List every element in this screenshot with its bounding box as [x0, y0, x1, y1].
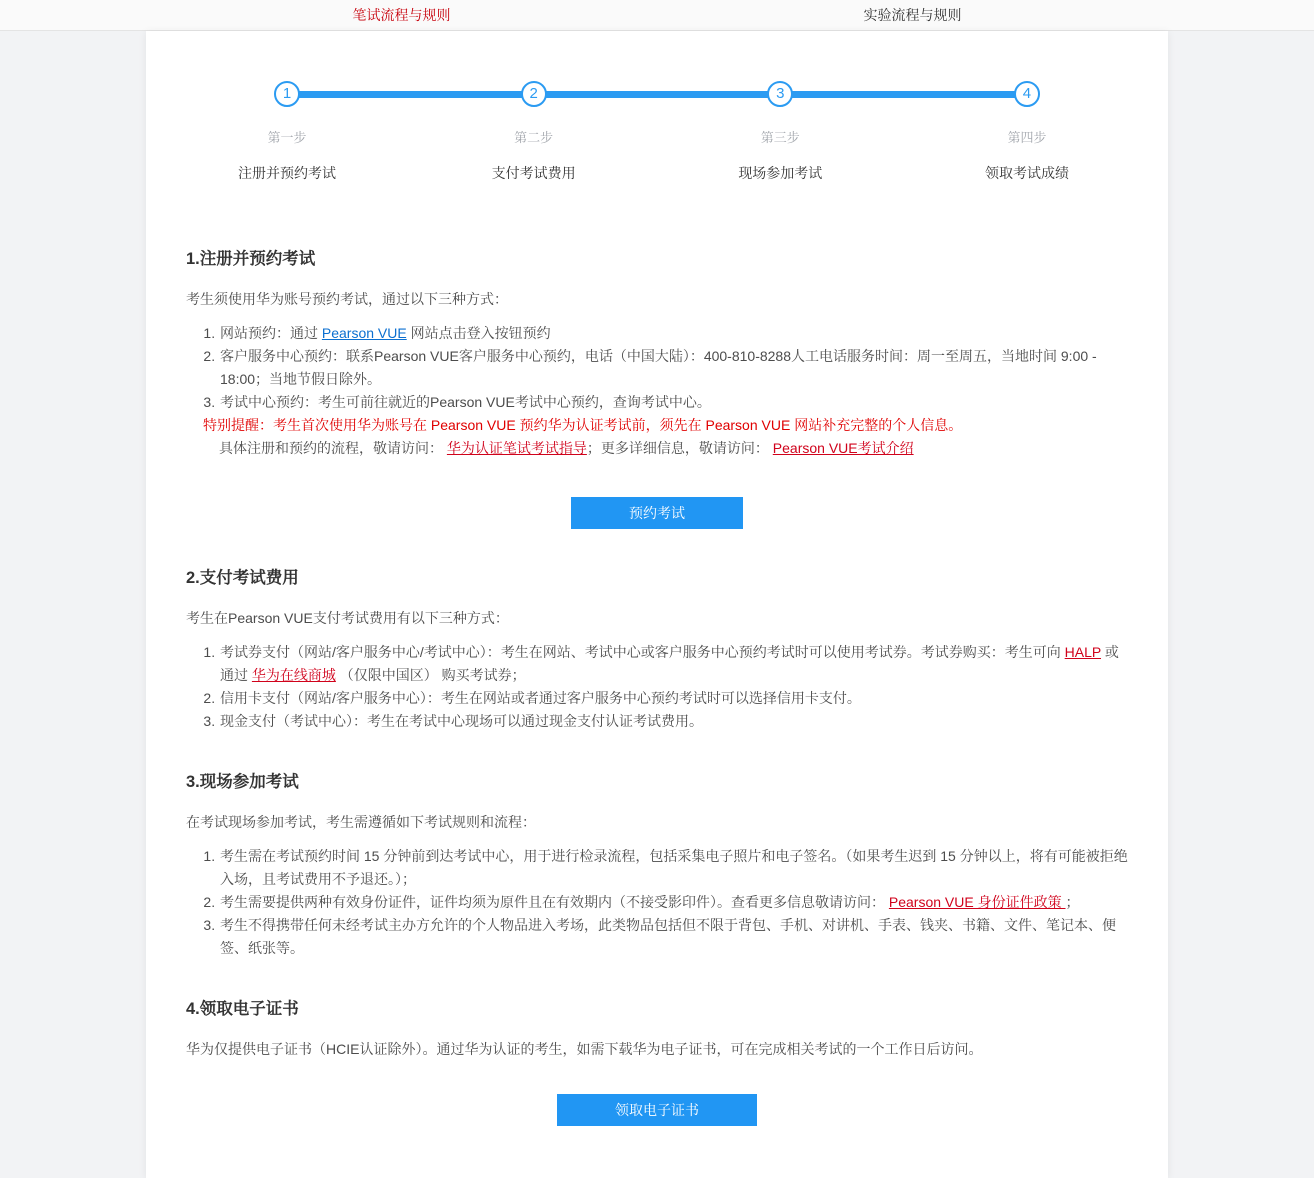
tab-lab-exam-process[interactable]: 实验流程与规则 — [863, 7, 962, 23]
pearson-vue-exam-intro-link[interactable]: Pearson VUE考试介绍 — [772, 440, 914, 456]
text-segment: 考生需要提供两种有效身份证件，证件均须为原件且在有效期内（不接受影印件）。查看更多信息敬请访问： — [220, 894, 889, 910]
process-stepper — [212, 81, 1102, 183]
text-segment: （仅限中国区） 购买考试券； — [335, 667, 526, 683]
section-3-list — [186, 845, 1128, 960]
section-3-item-2 — [219, 891, 1128, 914]
step-1-label: 第一步 — [267, 130, 307, 145]
tab-bar-inner — [146, 0, 1168, 30]
text-segment: 网站预约：通过 — [220, 325, 322, 341]
section-4-heading: 4.领取电子证书 — [186, 1000, 299, 1018]
step-3-circle: 3 — [767, 81, 793, 107]
written-exam-guide-link[interactable]: 华为认证笔试考试指导 — [446, 440, 587, 456]
section-4-body: 华为仅提供电子证书（HCIE认证除外）。通过华为认证的考生，如需下载华为电子证书，可在完成相关考试的一个工作日后访问。 — [186, 1041, 983, 1057]
top-tab-bar — [0, 0, 1314, 31]
main-card — [146, 31, 1168, 1178]
step-4-circle: 4 — [1014, 81, 1040, 107]
section-1-item-3: 3. 考试中心预约：考生可前往就近的Pearson VUE考试中心预约，查询考试中心。 — [219, 391, 1128, 414]
step-2-label: 第二步 — [514, 130, 554, 145]
section-1-item-2: 2. 客户服务中心预约：联系Pearson VUE客户服务中心预约，电话（中国大陆）：400-810-8288人工电话服务时间：周一至周五，当地时间 9:00 - 18:00；当地节假日除外。 — [219, 345, 1128, 391]
section-1-followup — [219, 437, 1128, 460]
section-2-intro: 考生在Pearson VUE支付考试费用有以下三种方式： — [186, 610, 509, 626]
step-4-label: 第四步 — [1007, 130, 1047, 145]
text-segment: 或通过 — [220, 644, 1119, 683]
section-3-heading: 3.现场参加考试 — [186, 773, 299, 791]
step-4 — [952, 81, 1102, 183]
section-1-heading: 1.注册并预约考试 — [186, 250, 316, 268]
pearson-vue-link[interactable]: Pearson VUE — [321, 325, 407, 341]
text-segment: 网站点击登入按钮预约 — [406, 325, 551, 341]
section-2-list — [186, 641, 1128, 733]
section-2-item-1 — [219, 641, 1128, 687]
step-3-title: 现场参加考试 — [738, 165, 823, 181]
halp-link[interactable]: HALP — [1064, 644, 1101, 660]
book-exam-button[interactable]: 预约考试 — [571, 497, 743, 529]
page-content — [146, 245, 1168, 1126]
section-3-intro: 在考试现场参加考试，考生需遵循如下考试规则和流程： — [186, 814, 536, 830]
tab-written-exam-process[interactable]: 笔试流程与规则 — [352, 7, 451, 23]
section-1-item-1 — [219, 322, 1128, 345]
section-2-item-3: 3. 现金支付（考试中心）：考生在考试中心现场可以通过现金支付认证考试费用。 — [219, 710, 1128, 733]
section-2-item-2: 2. 信用卡支付（网站/客户服务中心）：考生在网站或者通过客户服务中心预约考试时可以选择信用卡支付。 — [219, 687, 1128, 710]
section-3-item-3: 3. 考生不得携带任何未经考试主办方允许的个人物品进入考场，此类物品包括但不限于背包、手机、对讲机、手表、钱夹、书籍、文件、笔记本、便签、纸张等。 — [219, 914, 1128, 960]
section-1-intro: 考生须使用华为账号预约考试，通过以下三种方式： — [186, 291, 508, 307]
text-segment: ； — [1065, 894, 1080, 910]
section-3-item-1: 1. 考生需在考试预约时间 15 分钟前到达考试中心，用于进行检录流程，包括采集电子照片和电子签名。（如果考生迟到 15 分钟以上，将有可能被拒绝入场，且考试费用不予退还。）； — [219, 845, 1128, 891]
step-3 — [705, 81, 855, 183]
step-1-circle: 1 — [274, 81, 300, 107]
section-1-list — [186, 322, 1128, 414]
text-segment: ；更多详细信息，敬请访问： — [586, 440, 773, 456]
step-3-label: 第三步 — [760, 130, 800, 145]
step-1-title: 注册并预约考试 — [238, 165, 336, 181]
step-2-title: 支付考试费用 — [491, 165, 576, 181]
text-segment: 具体注册和预约的流程，敬请访问： — [219, 440, 447, 456]
step-2 — [459, 81, 609, 183]
special-reminder: 特别提醒：考生首次使用华为账号在 Pearson VUE 预约华为认证考试前，须先在 Pearson VUE 网站补充完整的个人信息。 — [203, 417, 963, 433]
text-segment: 考试券支付（网站/客户服务中心/考试中心）：考生在网站、考试中心或客户服务中心预约考试时可以使用考试券。考试券购买：考生可向 — [220, 644, 1065, 660]
step-1 — [212, 81, 362, 183]
get-certificate-button[interactable]: 领取电子证书 — [557, 1094, 757, 1126]
id-document-policy-link[interactable]: Pearson VUE 身份证件政策 — [888, 894, 1066, 910]
huawei-online-store-link[interactable]: 华为在线商城 — [251, 667, 336, 683]
step-2-circle: 2 — [521, 81, 547, 107]
section-2-heading: 2.支付考试费用 — [186, 569, 299, 587]
step-4-title: 领取考试成绩 — [984, 165, 1069, 181]
